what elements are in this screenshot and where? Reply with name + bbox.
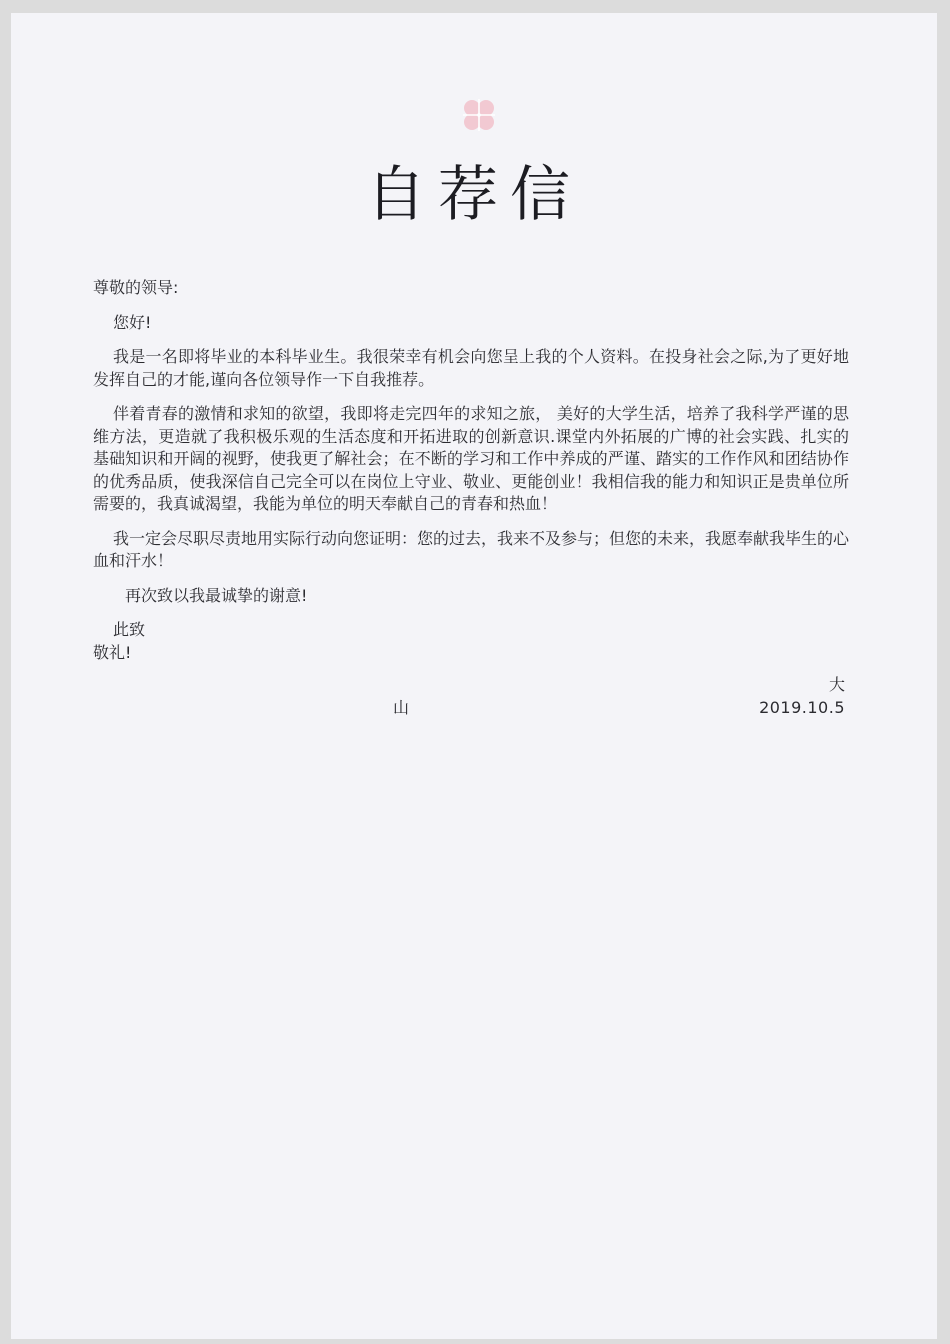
thanks-line: 再次致以我最诚挚的谢意! [125, 585, 308, 605]
signature-part-2: 山 [393, 698, 410, 717]
closing-line: 此致 [113, 620, 146, 639]
greeting: 您好! [113, 312, 152, 332]
letter-title: 自荐信 [366, 160, 582, 230]
clover-icon [459, 95, 499, 135]
paragraph-intro: 我是一名即将毕业的本科毕业生。我很荣幸有机会向您呈上我的个人资料。在投身社会之际,为了更好地发挥自己的才能,谨向各位领导作一下自我推荐。 [93, 347, 849, 389]
paragraph-qualities: 伴着青春的激情和求知的欲望，我即将走完四年的求知之旅， 美好的大学生活，培养了我科学严谨的思维方法，更造就了我积极乐观的生活态度和开拓进取的创新意识.课堂内外拓展的广博的社会实践、扎实的基础知识和开阔的视野，使我更了解社会；在不断的学习和工作中养成的严谨、踏实的工作作风和团结协作的优秀品质，使我深信自己完全可以在岗位上守业、敬业、更能创业！我相信我的能力和知识正是贵单位所需要的，我真诚渴望，我能为单位的明天奉献自己的青春和热血！ [93, 404, 849, 513]
letter-date: 2019.10.5 [759, 698, 845, 717]
salutation: 尊敬的领导: [93, 278, 179, 297]
paragraph-commitment: 我一定会尽职尽责地用实际行动向您证明：您的过去，我来不及参与；但您的未来，我愿奉献我毕生的心血和汗水！ [93, 528, 850, 570]
signature-part-1: 大 [828, 675, 845, 694]
letter-page [11, 13, 937, 1339]
regards-line: 敬礼! [93, 642, 132, 662]
letter-body [93, 277, 849, 664]
